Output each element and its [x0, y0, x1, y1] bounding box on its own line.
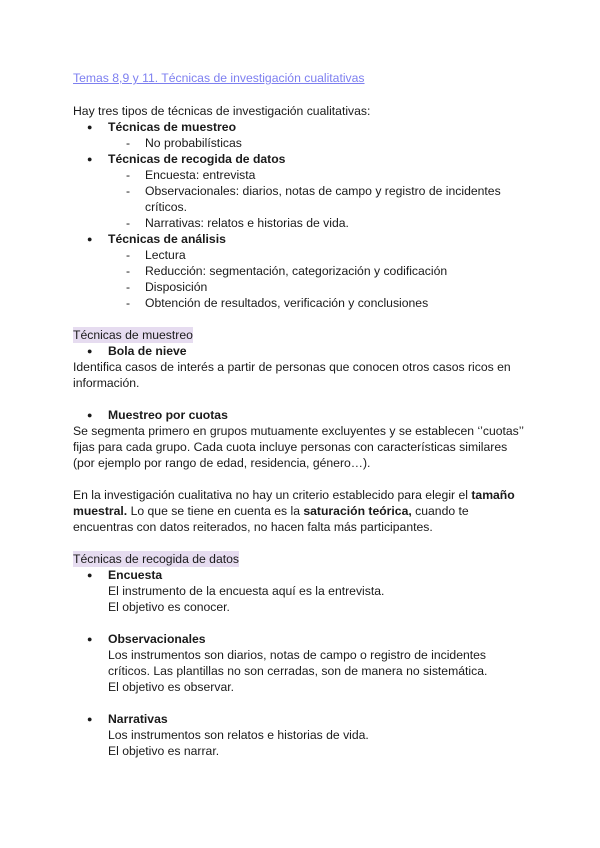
- observacionales-label: ● Observacionales: [73, 631, 543, 647]
- type-analisis: ● Técnicas de análisis: [73, 231, 543, 247]
- bola-de-nieve-label: ● Bola de nieve: [73, 343, 543, 359]
- bola-de-nieve-text: información.: [73, 376, 140, 390]
- narrativas-text: El objetivo es narrar.: [108, 744, 220, 758]
- observacionales-text: Los instrumentos son diarios, notas de campo o registro de incidentes: [108, 648, 487, 662]
- encuesta-text: El objetivo es conocer.: [108, 600, 230, 614]
- type-muestreo-item: - No probabilísticas: [73, 135, 543, 151]
- section-heading-recogida: Técnicas de recogida de datos: [73, 552, 239, 566]
- section-heading-muestreo: Técnicas de muestreo: [73, 328, 193, 342]
- tamano-paragraph-line: encuentras con datos reiterados, no hacen falta más participantes.: [73, 520, 433, 534]
- type-analisis-item: - Lectura: [73, 247, 543, 263]
- observacionales-text: críticos. Las plantillas no son cerradas, son de manera no sistemática.: [108, 664, 488, 678]
- type-recogida-item: - Narrativas: relatos e historias de vida.: [73, 215, 543, 231]
- cuotas-text: Se segmenta primero en grupos mutuamente excluyentes y se establecen ‘’cuotas’’: [73, 424, 524, 438]
- document-title-link[interactable]: Temas 8,9 y 11. Técnicas de investigación cualitativas: [73, 71, 365, 85]
- bola-de-nieve-text: Identifica casos de interés a partir de personas que conocen otros casos ricos en: [73, 360, 511, 374]
- type-analisis-item: - Obtención de resultados, verificación y conclusiones: [73, 295, 543, 311]
- type-recogida-item-continuation: críticos.: [145, 200, 187, 214]
- cuotas-text: fijas para cada grupo. Cada cuota incluye personas con características similares: [73, 440, 508, 454]
- narrativas-label: ● Narrativas: [73, 711, 543, 727]
- type-analisis-item: - Reducción: segmentación, categorización y codificación: [73, 263, 543, 279]
- encuesta-label: ● Encuesta: [73, 567, 543, 583]
- tamano-paragraph-line: En la investigación cualitativa no hay un criterio establecido para elegir el tamaño: [73, 488, 515, 502]
- type-recogida-item: - Encuesta: entrevista: [73, 167, 543, 183]
- cuotas-label: ● Muestreo por cuotas: [73, 407, 543, 423]
- type-recogida-item: - Observacionales: diarios, notas de campo y registro de incidentes: [73, 183, 543, 199]
- encuesta-text: El instrumento de la encuesta aquí es la entrevista.: [108, 584, 385, 598]
- type-muestreo: ● Técnicas de muestreo: [73, 119, 543, 135]
- observacionales-text: El objetivo es observar.: [108, 680, 235, 694]
- document-page: [73, 70, 543, 759]
- cuotas-text: (por ejemplo por rango de edad, residencia, género…).: [73, 456, 371, 470]
- tamano-paragraph-line: muestral. Lo que se tiene en cuenta es la saturación teórica, cuando te: [73, 504, 469, 518]
- type-analisis-item: - Disposición: [73, 279, 543, 295]
- intro-text: Hay tres tipos de técnicas de investigación cualitativas:: [73, 104, 371, 118]
- narrativas-text: Los instrumentos son relatos e historias de vida.: [108, 728, 369, 742]
- type-recogida: ● Técnicas de recogida de datos: [73, 151, 543, 167]
